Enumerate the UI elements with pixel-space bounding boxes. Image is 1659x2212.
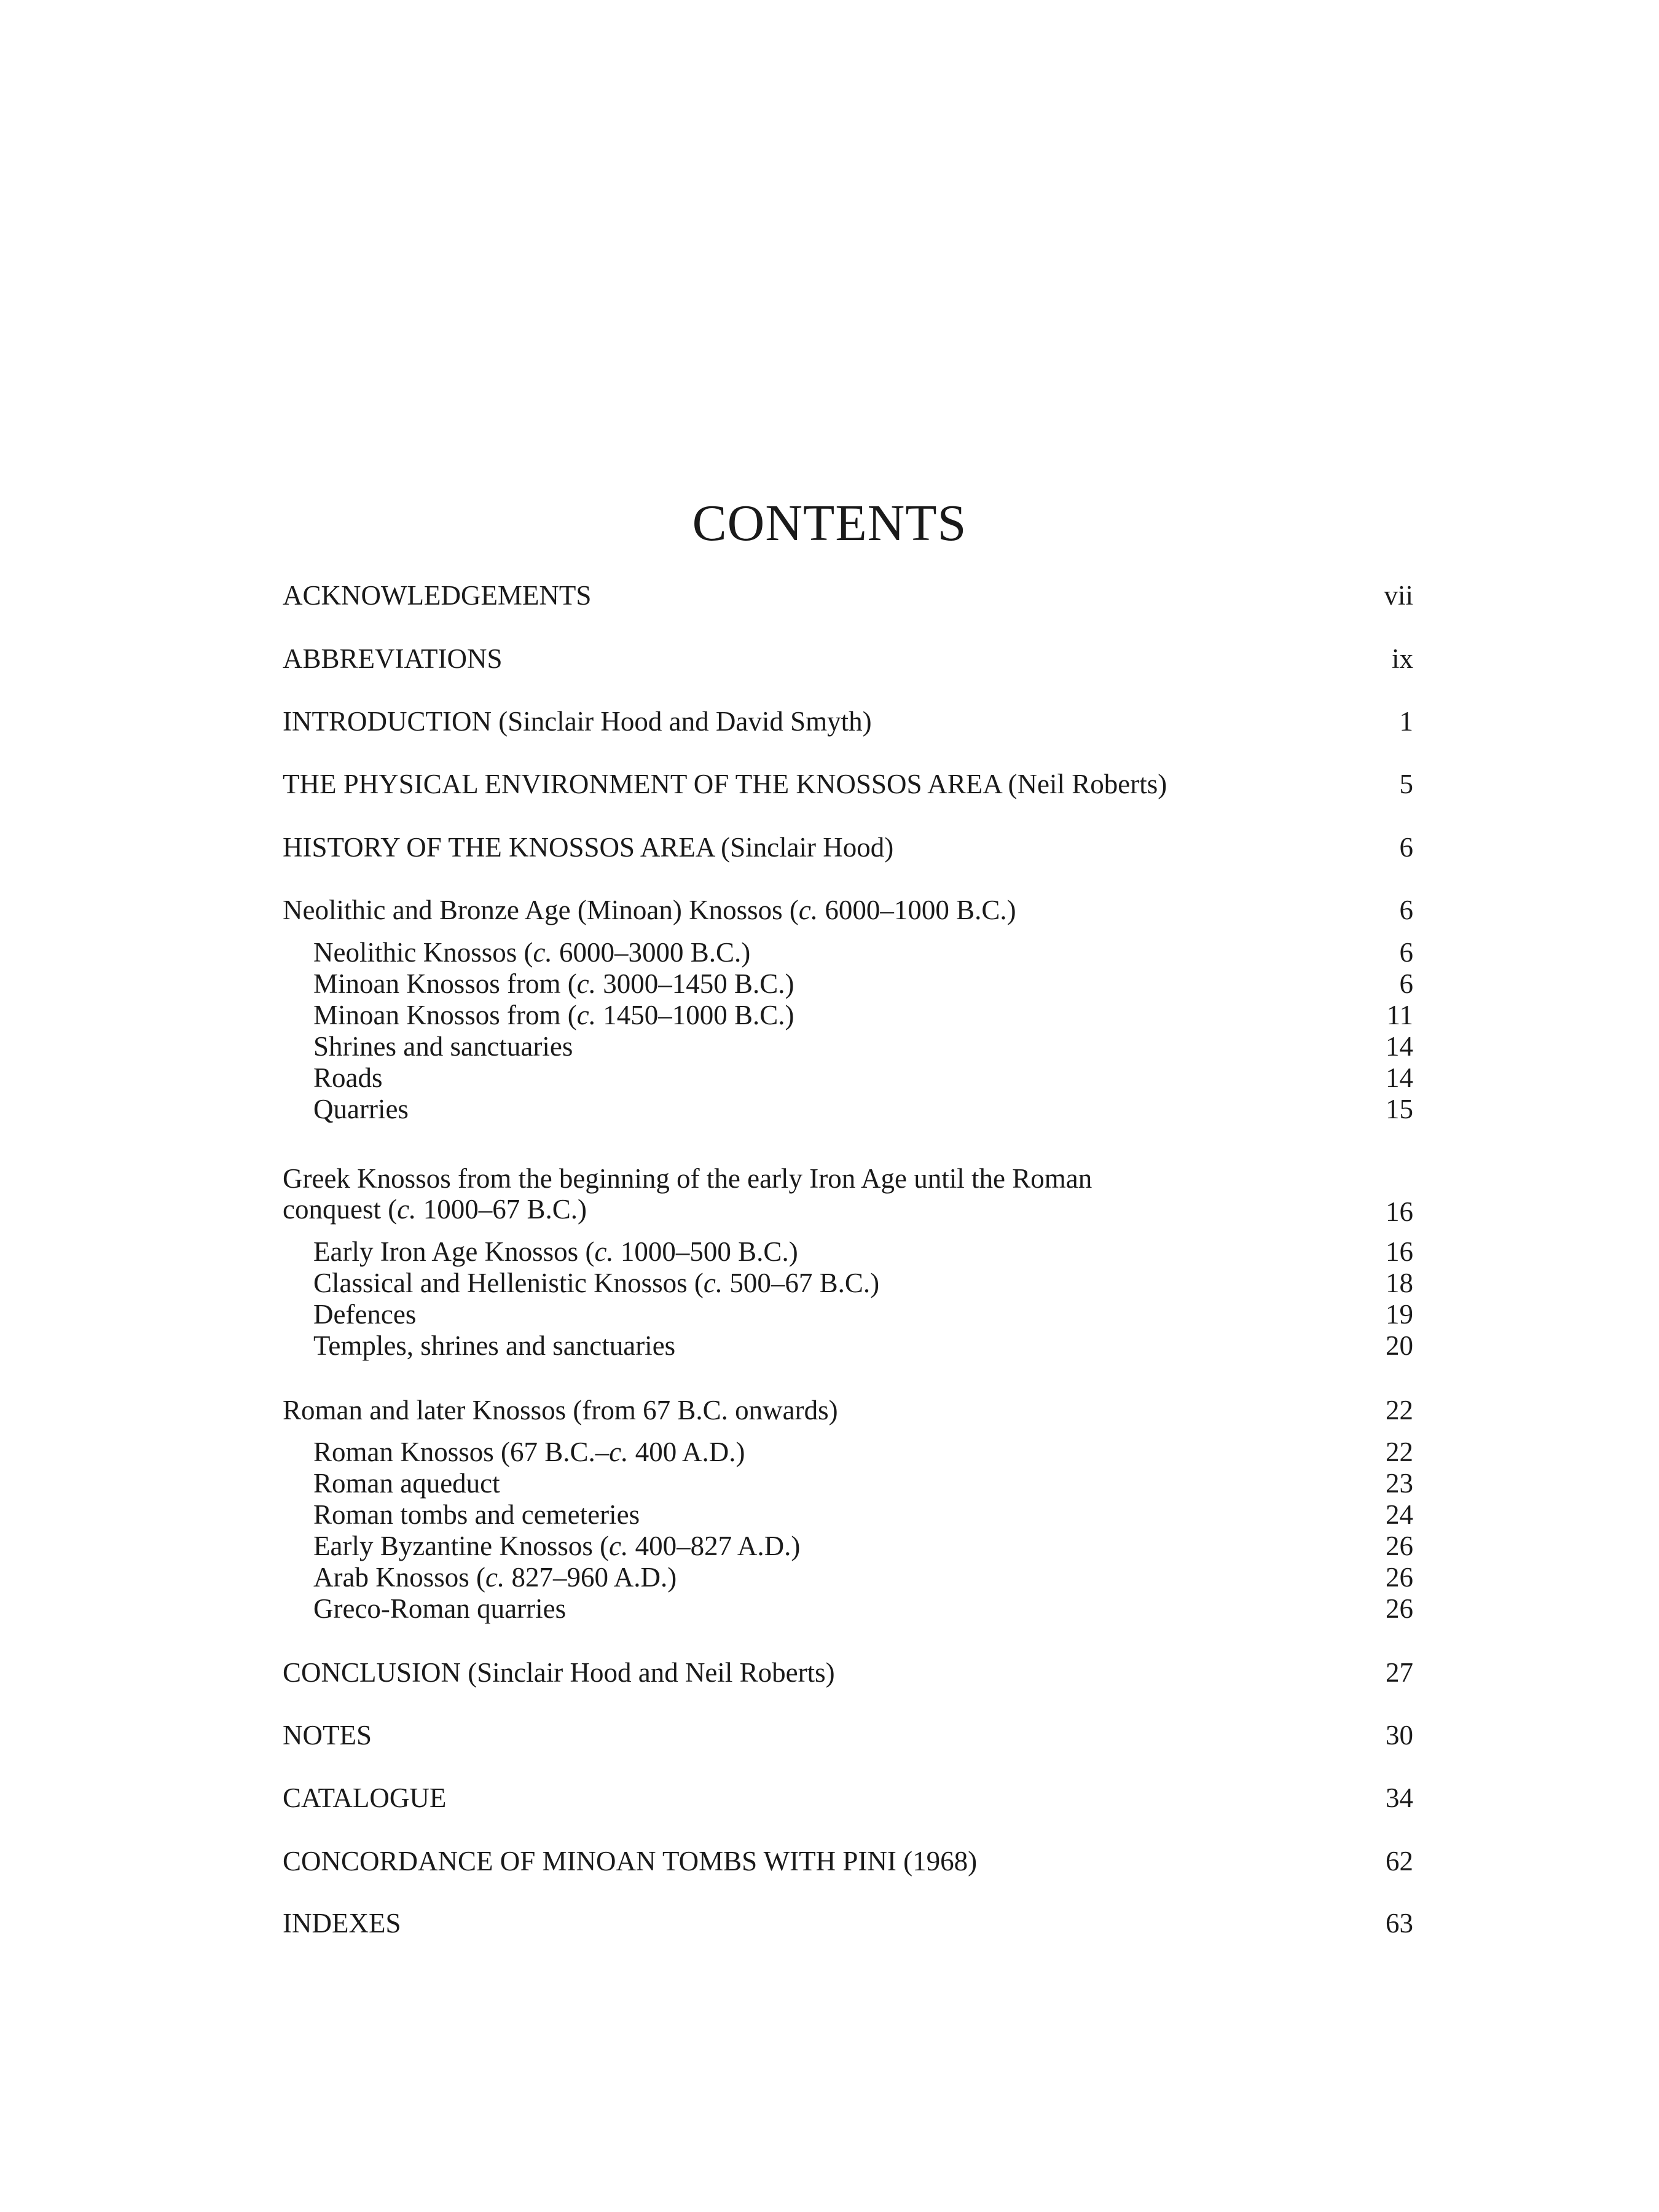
toc-entry-label: Minoan Knossos from (c. 3000–1450 B.C.) bbox=[313, 968, 794, 999]
toc-entry-physical-environment[interactable] bbox=[283, 766, 1413, 802]
toc-entry-label: Roman Knossos (67 B.C.–c. 400 A.D.) bbox=[313, 1437, 745, 1467]
toc-subentry[interactable] bbox=[283, 966, 1413, 1002]
toc-subentry[interactable] bbox=[283, 1434, 1413, 1470]
toc-entry-page: 26 bbox=[1386, 1593, 1413, 1624]
toc-entry-page: 19 bbox=[1386, 1299, 1413, 1330]
toc-entry-label: ABBREVIATIONS bbox=[283, 643, 503, 674]
toc-entry-label: CONCORDANCE OF MINOAN TOMBS WITH PINI (1968) bbox=[283, 1846, 978, 1877]
toc-entry-page: 34 bbox=[1386, 1783, 1413, 1813]
toc-section-neolithic-bronze-age[interactable] bbox=[283, 892, 1413, 928]
toc-entry-label: Early Iron Age Knossos (c. 1000–500 B.C.) bbox=[313, 1236, 798, 1267]
toc-entry-page: 15 bbox=[1386, 1094, 1413, 1124]
toc-subentry[interactable] bbox=[283, 1029, 1413, 1064]
toc-subentry[interactable] bbox=[283, 1091, 1413, 1127]
toc-entry-label: THE PHYSICAL ENVIRONMENT OF THE KNOSSOS AREA (Neil Roberts) bbox=[283, 769, 1167, 799]
toc-subentry[interactable] bbox=[283, 1296, 1413, 1332]
toc-entry-label: CONCLUSION (Sinclair Hood and Neil Roberts) bbox=[283, 1657, 835, 1688]
toc-entry-page: 20 bbox=[1386, 1330, 1413, 1361]
toc-entry-abbreviations[interactable] bbox=[283, 641, 1413, 677]
toc-entry-page: 16 bbox=[1386, 1236, 1413, 1267]
toc-entry-label: Neolithic Knossos (c. 6000–3000 B.C.) bbox=[313, 937, 751, 968]
toc-entry-page: 18 bbox=[1386, 1268, 1413, 1298]
toc-entry-label: Early Byzantine Knossos (c. 400–827 A.D.) bbox=[313, 1531, 801, 1561]
toc-entry-page: 62 bbox=[1386, 1846, 1413, 1877]
toc-entry-label: Temples, shrines and sanctuaries bbox=[313, 1330, 676, 1361]
toc-entry-introduction[interactable] bbox=[283, 704, 1413, 739]
toc-entry-page: 6 bbox=[1399, 895, 1413, 925]
toc-entry-label bbox=[283, 1163, 1092, 1225]
toc-entry-label: Neolithic and Bronze Age (Minoan) Knossos (c. 6000–1000 B.C.) bbox=[283, 895, 1016, 925]
toc-entry-label: Roman and later Knossos (from 67 B.C. onwards) bbox=[283, 1395, 838, 1426]
toc-entry-page: 22 bbox=[1386, 1437, 1413, 1467]
toc-entry-label: HISTORY OF THE KNOSSOS AREA (Sinclair Hood) bbox=[283, 832, 894, 863]
toc-entry-label: Roman tombs and cemeteries bbox=[313, 1499, 640, 1530]
toc-entry-page: 14 bbox=[1386, 1062, 1413, 1093]
toc-subentry[interactable] bbox=[283, 1591, 1413, 1626]
toc-entry-page: ix bbox=[1391, 643, 1413, 674]
toc-entry-page: 1 bbox=[1399, 706, 1413, 737]
toc-subentry[interactable] bbox=[283, 935, 1413, 970]
toc-subentry[interactable] bbox=[283, 997, 1413, 1033]
toc-entry-page: 6 bbox=[1399, 968, 1413, 999]
toc-entry-page: 11 bbox=[1386, 1000, 1413, 1030]
page-title: CONTENTS bbox=[692, 495, 967, 552]
toc-entry-page: 26 bbox=[1386, 1562, 1413, 1593]
toc-subentry[interactable] bbox=[283, 1234, 1413, 1269]
toc-entry-concordance[interactable] bbox=[283, 1843, 1413, 1879]
toc-entry-conclusion[interactable] bbox=[283, 1655, 1413, 1690]
toc-entry-page: 63 bbox=[1386, 1908, 1413, 1939]
toc-entry-label: INTRODUCTION (Sinclair Hood and David Smyth) bbox=[283, 706, 872, 737]
toc-entry-page: 24 bbox=[1386, 1499, 1413, 1530]
toc-entry-page: 27 bbox=[1386, 1657, 1413, 1688]
toc-entry-label: Arab Knossos (c. 827–960 A.D.) bbox=[313, 1562, 677, 1593]
toc-subentry[interactable] bbox=[283, 1265, 1413, 1301]
toc-subentry[interactable] bbox=[283, 1559, 1413, 1595]
toc-entry-page: 5 bbox=[1399, 769, 1413, 799]
toc-entry-page: 6 bbox=[1399, 937, 1413, 968]
toc-entry-indexes[interactable] bbox=[283, 1905, 1413, 1941]
toc-entry-page: 22 bbox=[1386, 1395, 1413, 1426]
toc-entry-label-line2: conquest (c. 1000–67 B.C.) bbox=[283, 1194, 587, 1225]
toc-entry-label: Minoan Knossos from (c. 1450–1000 B.C.) bbox=[313, 1000, 794, 1030]
toc-entry-notes[interactable] bbox=[283, 1717, 1413, 1753]
toc-subentry[interactable] bbox=[283, 1328, 1413, 1363]
toc-section-roman-and-later[interactable] bbox=[283, 1392, 1413, 1428]
toc-entry-acknowledgements[interactable] bbox=[283, 578, 1413, 613]
toc-entry-label-line1: Greek Knossos from the beginning of the early Iron Age until the Roman bbox=[283, 1163, 1092, 1194]
toc-subentry[interactable] bbox=[283, 1465, 1413, 1501]
toc-entry-label: Quarries bbox=[313, 1094, 409, 1124]
toc-entry-label: Roman aqueduct bbox=[313, 1468, 500, 1499]
toc-entry-page: 6 bbox=[1399, 832, 1413, 863]
toc-entry-page: 23 bbox=[1386, 1468, 1413, 1499]
toc-section-greek-knossos[interactable] bbox=[283, 1163, 1413, 1231]
toc-subentry[interactable] bbox=[283, 1497, 1413, 1532]
toc-entry-page: 30 bbox=[1386, 1720, 1413, 1751]
toc-entry-label: Roads bbox=[313, 1062, 383, 1093]
toc-entry-label: Classical and Hellenistic Knossos (c. 500–67 B.C.) bbox=[313, 1268, 880, 1298]
toc-entry-label: INDEXES bbox=[283, 1908, 401, 1939]
toc-entry-page: 14 bbox=[1386, 1031, 1413, 1062]
toc-entry-history[interactable] bbox=[283, 830, 1413, 865]
toc-entry-label: NOTES bbox=[283, 1720, 372, 1751]
toc-subentry[interactable] bbox=[283, 1528, 1413, 1564]
toc-entry-label: Defences bbox=[313, 1299, 417, 1330]
toc-entry-label: CATALOGUE bbox=[283, 1783, 447, 1813]
toc-entry-page: 16 bbox=[1386, 1196, 1413, 1227]
toc-entry-label: Greco-Roman quarries bbox=[313, 1593, 567, 1624]
toc-entry-label: Shrines and sanctuaries bbox=[313, 1031, 573, 1062]
toc-subentry[interactable] bbox=[283, 1060, 1413, 1096]
toc-entry-page: vii bbox=[1384, 580, 1413, 611]
toc-entry-label: ACKNOWLEDGEMENTS bbox=[283, 580, 592, 611]
toc-entry-catalogue[interactable] bbox=[283, 1780, 1413, 1816]
toc-entry-page: 26 bbox=[1386, 1531, 1413, 1561]
